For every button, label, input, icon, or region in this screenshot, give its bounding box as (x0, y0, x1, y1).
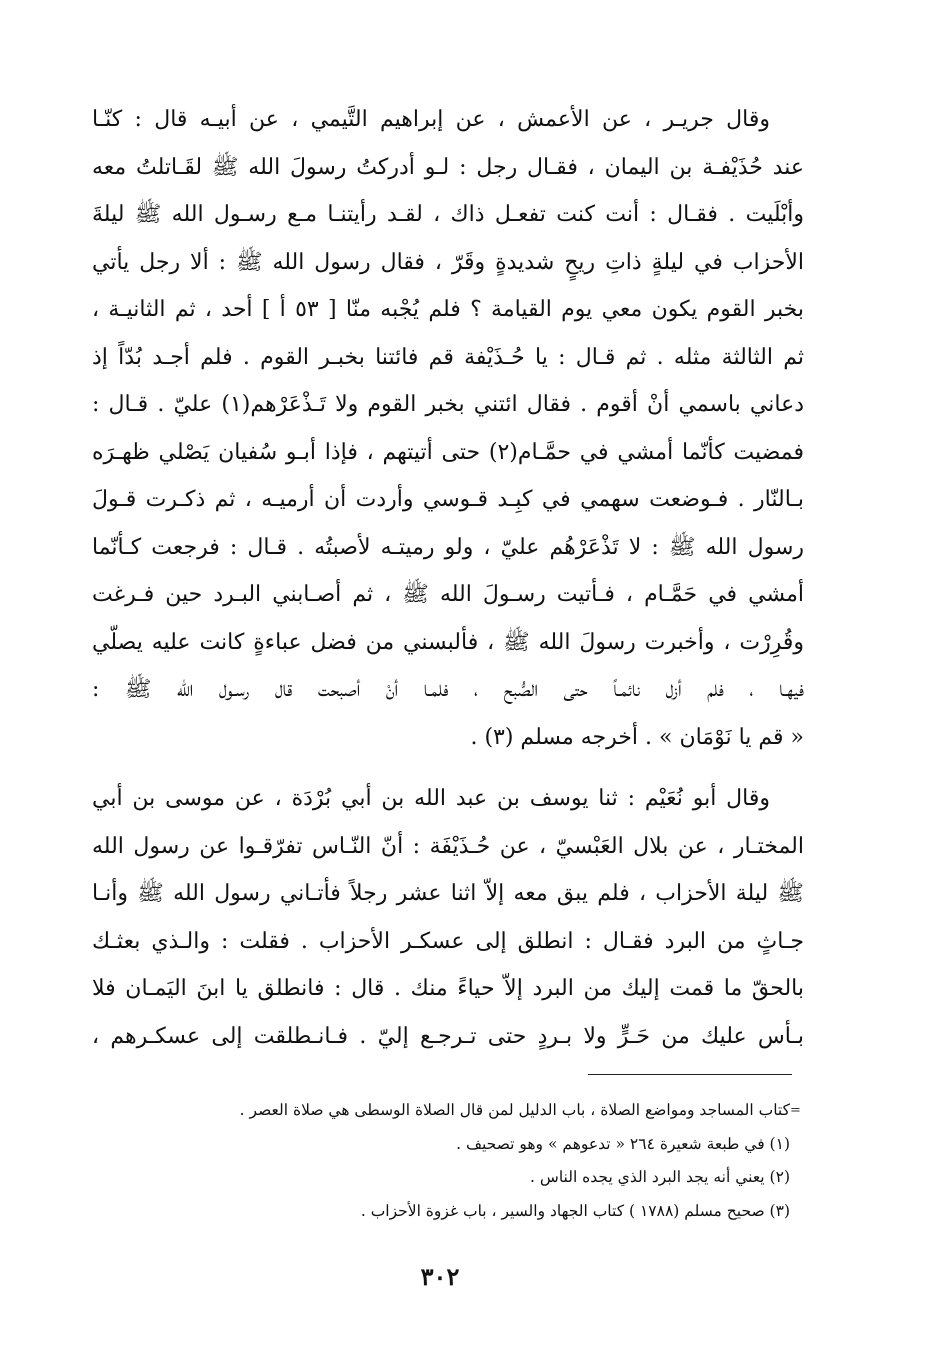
text-line: الأحزاب في ليلةٍ ذاتِ ريحٍ شديدةٍ وقَرّ ، فقال رسول الله ﷺ : ألا رجل يأتي (92, 249, 804, 275)
paragraph (92, 775, 804, 1060)
text-line: بـأس عليك من حَـرٍّ ولا بـردٍ حتى تـرجـع إليّ . فـانـطلقت إلى عسكـرهم ، (92, 1023, 804, 1049)
paragraph (92, 96, 804, 761)
footnote-continuation-marker: = (790, 1103, 801, 1118)
text-line: جـاثٍ من البرد فقـال : انطلق إلى عسكـر الأحزاب . فقلت : والـذي بعثـك (92, 928, 804, 954)
text-line: المختـار ، عن بلال العَبْسيّ ، عن حُـذَيْفَة : أنّ النّـاس تفرّقـوا عن رسول الله (92, 833, 804, 859)
text-line: وقال أبو نُعَيْم : ثنا يوسف بن عبد الله بن أبي بُرْدَة ، عن موسى بن أبي (92, 786, 770, 811)
footnote-line: (١) في طبعة شعيرة ٢٦٤ « تدعوهم » وهو تصحيف . (456, 1134, 790, 1153)
text-line: وقال جريـر ، عن الأعمش ، عن إبراهيم التَّيمي ، عن أبيـه قال : كنّـا (92, 107, 770, 132)
footnote-line: (٣) صحيح مسلم (١٧٨٨ ) كتاب الجهاد والسير ، باب غزوة الأحزاب . (360, 1201, 790, 1220)
text-line: دعاني باسمي أنْ أقوم . فقال ائتني بخبر القوم ولا تَـذْعَرْهم(١) عليّ . قـال : (92, 392, 804, 417)
text-line: وقُرِرْت ، وأخبرت رسولَ الله ﷺ ، فألبسني من فضل عباءةٍ كانت عليه يصلّي (92, 629, 804, 655)
footnote-line: (٢) يعني أنه يجد البرد الذي يجده الناس . (530, 1168, 790, 1186)
text-line: فمضيت كأنّما أمشي في حمَّـام(٢) حتى أتيتهم ، فإذا أبـو سُفيان يَصْلي ظهـرَه (92, 439, 804, 465)
footnote-line: كتاب المساجد ومواضع الصلاة ، باب الدليل لمن قال الصلاة الوسطى هي صلاة العصر . (239, 1101, 790, 1119)
text-line: فيهـا ، فلم أزل نائمـاً حتى الصُّبح ، فلمـا أنْ أصبحت قال رسـول الله ﷺ : (92, 677, 804, 702)
footnote-separator (588, 1074, 792, 1075)
paragraph-gap (92, 761, 804, 775)
text-line: « قم يا نَوْمَان » . أخرجه مسلم (٣) . (470, 724, 804, 750)
text-line: رسول الله ﷺ : لا تَذْعَرْهُم عليّ ، ولو رميتـه لأصبتُه . قـال : فرجعت كـأنّما (92, 534, 804, 560)
text-line: ﷺ ليلة الأحزاب ، فلم يبق معه إلاّ اثنا عشر رجلاً فأتـاني رسول الله ﷺ وأنـا (92, 881, 804, 906)
text-line: بـالنّار . فـوضعت سهمي في كبِـد قـوسي وأردت أن أرميـه ، ثم ذكـرت قـولَ (92, 487, 804, 512)
text-line: أمشي في حَمَّـام ، فـأتيت رسـولَ الله ﷺ ، ثم أصـابني البـرد حين فـرغت (92, 582, 804, 607)
text-line: عند حُذَيْفـة بن اليمان ، فقـال رجل : لـو أدركتُ رسولَ الله ﷺ لقَـاتلتُ معه (92, 154, 804, 180)
text-line: بخبر القوم يكون معي يوم القيامة ؟ فلم يُجْبه منّا [ ٥٣ أ ] أحد ، ثم الثانيـة ، (92, 297, 804, 322)
footnotes (130, 1094, 790, 1228)
text-line: وأبْلَيت . فقـال : أنت كنت تفعـل ذاك ، لقـد رأيتنـا مـع رسـول الله ﷺ ليلةَ (92, 202, 804, 227)
text-line: بالحقّ ما قمت إليك من البرد إلاّ حياءً منك . قال : فانطلق يا ابنَ اليَمـان فلا (92, 976, 804, 1001)
text-line: ثم الثالثة مثله . ثم قـال : يا حُـذَيْفة قم فائتنا بخبـر القوم . فلم أجـد بُدّاً إذ (92, 344, 804, 370)
page-number: ٣٠٢ (420, 1262, 460, 1291)
main-text (92, 96, 804, 1060)
